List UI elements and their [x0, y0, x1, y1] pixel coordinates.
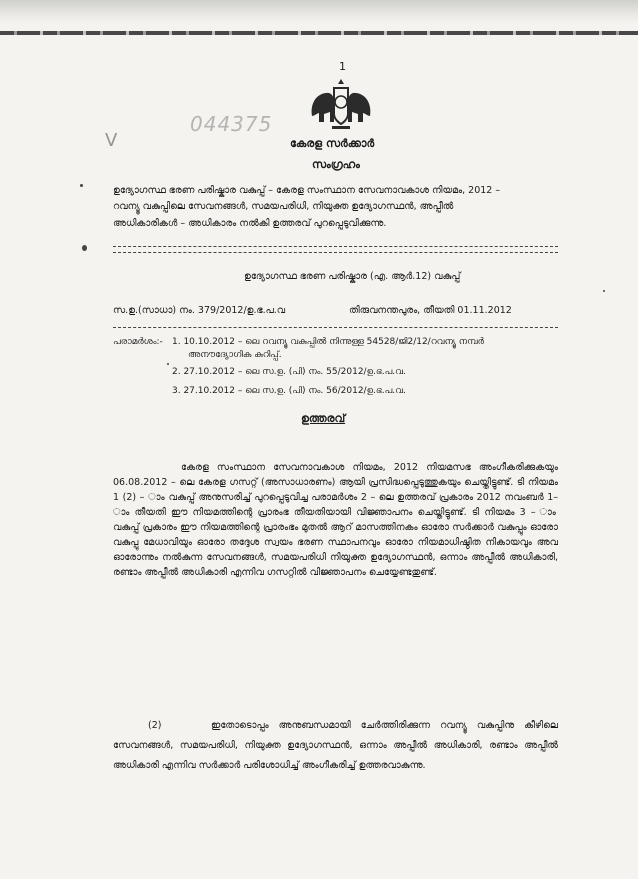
order-number: സ.ഉ.(സാധാ) നം. 379/2012/ഉ.ഭ.പ.വ	[113, 305, 286, 316]
reference-item: 3. 27.10.2012 – ലെ സ.ഉ. (പി) നം. 56/2012/ഉ.ഭ.പ.വ.	[172, 386, 406, 396]
divider	[113, 246, 558, 247]
scan-artifact-line	[0, 31, 638, 35]
order-paragraph-1: കേരള സംസ്ഥാന സേവനാവകാശ നിയമം, 2012 നിയമസഭ അംഗീകരിക്കുകയും 06.08.2012 – ലെ കേരള ഗസറ്റ് (അസാധാരണം) ആയി പ്രസിദ്ധപ്പെടുത്തുകയും ചെയ്തിട്ടുണ്ട്. ടി നിയമം 1 (2) – ാം വകുപ്പ് അനുസരിച്ച് പുറപ്പെടുവിച്ച പരാമർശം 2 – ലെ ഉത്തരവ് പ്രകാരം 2012 നവംബർ 1– ാം തീയതി ഈ നിയമത്തിന്റെ പ്രാരംഭ തീയതിയായി വിജ്ഞാപനം ചെയ്തിട്ടുണ്ട്. ടി നിയമം 3 – ാം വകുപ്പ് പ്രകാരം ഈ നിയമത്തിന്റെ പ്രാരംഭം മുതൽ ആറ് മാസത്തിനകം ഓരോ സർക്കാർ വകുപ്പും ഓരോ വകുപ്പു മേധാവിയും ഓരോ തദ്ദേശ സ്വയം ഭരണ സ്ഥാപനവും ഓരോ നിയമാധിഷ്ഠിത നികായവും അവ ഓരോന്നും നൽകുന്ന സേവനങ്ങൾ, സമയപരിധി നിയുക്ത ഉദ്യോഗസ്ഥൻ, ഒന്നാം അപ്പീൽ അധികാരി, രണ്ടാം അപ്പീൽ അധികാരി എന്നിവ ഗസറ്റിൽ വിജ്ഞാപനം ചെയ്യേണ്ടതുണ്ട്.	[113, 462, 558, 578]
government-title: കേരള സർക്കാർ	[290, 137, 375, 150]
paragraph-2-number: (2)	[148, 720, 162, 731]
references-label: പരാമർശം:-	[113, 337, 163, 347]
reference-item: 2. 27.10.2012 – ലെ സ.ഉ. (പി) നം. 55/2012/ഉ.ഭ.പ.വ.	[172, 367, 406, 377]
place-date: തിരുവനന്തപുരം, തീയതി 01.11.2012	[349, 305, 512, 316]
order-paragraph-2: ഇതോടൊപ്പം അനുബന്ധമായി ചേർത്തിരിക്കുന്ന റവന്യൂ വകുപ്പിനു കീഴിലെ സേവനങ്ങൾ, സമയപരിധി, നിയുക്ത ഉദ്യോഗസ്ഥൻ, ഒന്നാം അപ്പീൽ അധികാരി, രണ്ടാം അപ്പീൽ അധികാരി എന്നിവ സർക്കാർ പരിശോധിച്ച് അംഗീകരിച്ച് ഉത്തരവാകുന്നു.	[113, 720, 558, 771]
margin-scribble: V	[105, 130, 118, 151]
scan-edge	[0, 0, 638, 24]
page-number: 1	[339, 60, 346, 73]
reference-item: അനൗദ്യോഗിക കുറിപ്പ്.	[188, 350, 282, 360]
divider	[113, 252, 558, 253]
department-name: ഉദ്യോഗസ്ഥ ഭരണ പരിഷ്കാര (എ. ആർ.12) വകുപ്പ്	[244, 271, 461, 282]
scan-speck	[167, 363, 169, 365]
scan-speck	[80, 184, 83, 187]
summary-line: റവന്യൂ വകുപ്പിലെ സേവനങ്ങൾ, സമയപരിധി, നിയുക്ത ഉദ്യോഗസ്ഥൻ, അപ്പീൽ	[113, 201, 454, 212]
divider	[113, 327, 558, 328]
office-stamp: 044375	[190, 112, 273, 136]
reference-item: 1. 10.10.2012 – ലെ റവന്യൂ വകുപ്പിൽ നിന്നുള്ള 54528/ജി2/12/റവന്യൂ നമ്പർ	[172, 337, 484, 347]
summary-heading: സംഗ്രഹം	[312, 158, 360, 171]
scan-speck	[82, 245, 87, 251]
kerala-state-emblem-icon	[308, 76, 374, 136]
order-title: ഉത്തരവ്	[301, 412, 346, 425]
scan-speck	[603, 290, 605, 292]
summary-line: ഉദ്യോഗസ്ഥ ഭരണ പരിഷ്കാര വകുപ്പ് – കേരള സംസ്ഥാന സേവനാവകാശ നിയമം, 2012 –	[113, 185, 501, 196]
summary-line: അധികാരികൾ – അധികാരം നൽകി ഉത്തരവ് പുറപ്പെടുവിക്കുന്നു.	[113, 218, 387, 229]
